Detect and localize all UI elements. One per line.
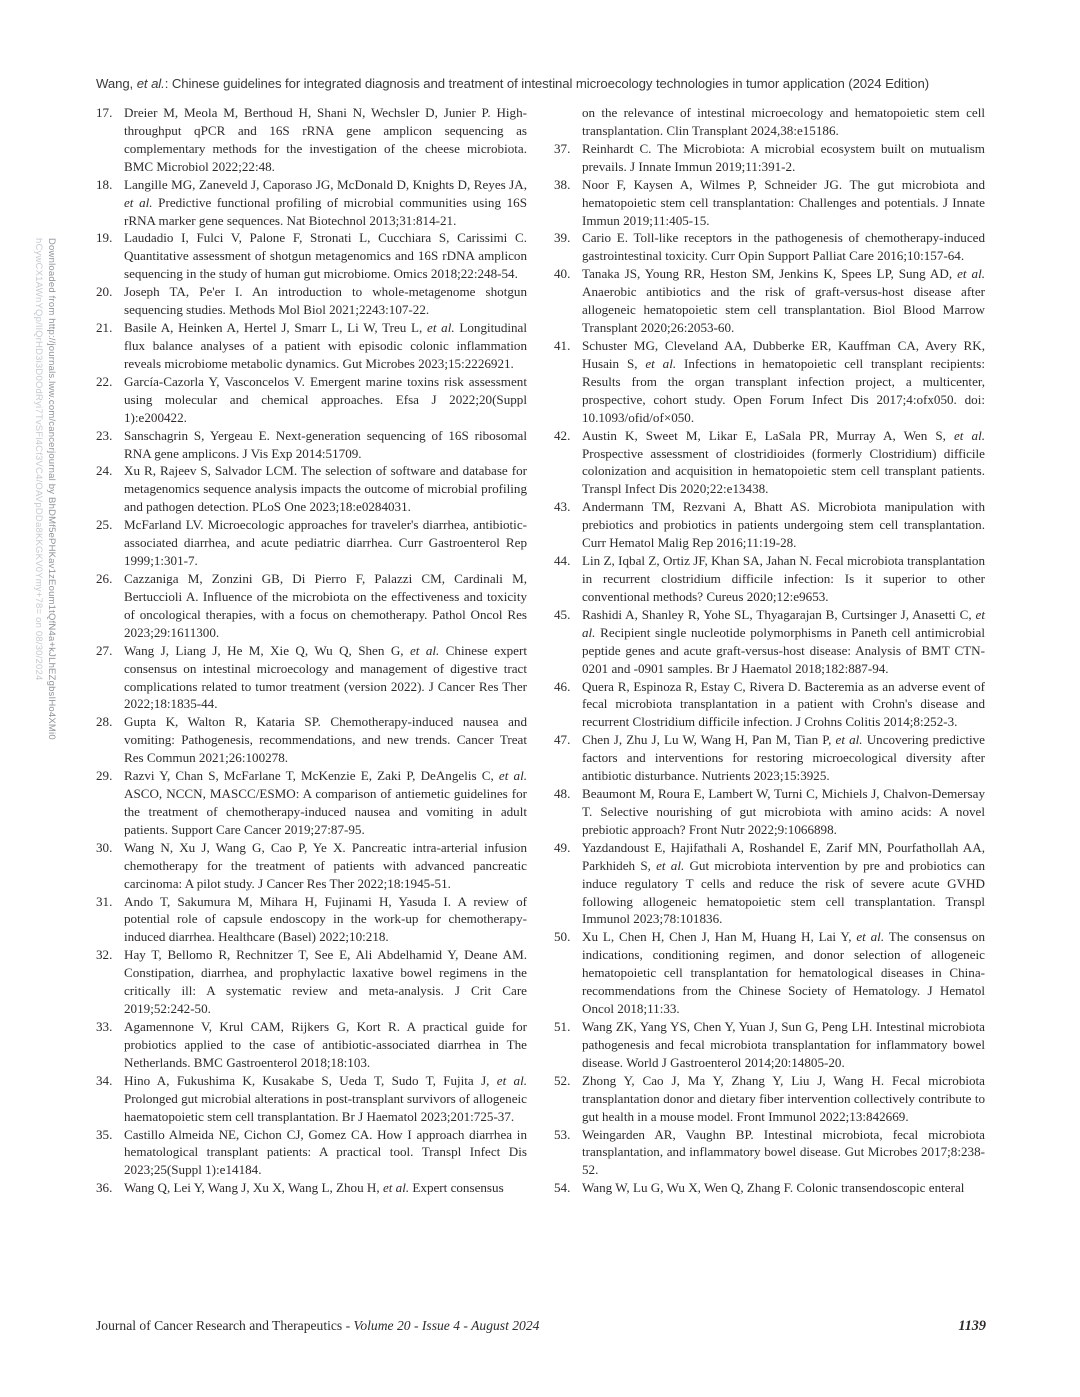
reference-item xyxy=(96,893,527,947)
reference-text: Hay T, Bellomo R, Rechnitzer T, See E, Ali Abdelhamid Y, Deane AM. Constipation, diarrhea, and prophylactic laxative bowel regimens in the critically ill: A systematic review and meta-analysis. J Crit Care 2019;52:242-50. xyxy=(124,947,527,1017)
reference-item xyxy=(96,642,527,714)
reference-text: Razvi Y, Chan S, McFarlane T, McKenzie E, Zaki P, DeAngelis C, et al. ASCO, NCCN, MASCC/ESMO: A comparison of antiemetic guidelines for the treatment of chemotherapy-induced nausea and vomiting in adult patients. Support Care Cancer 2019;27:87-95. xyxy=(124,768,527,837)
reference-number: 46. xyxy=(554,678,571,694)
reference-number: 44. xyxy=(554,553,571,569)
references-right-column xyxy=(554,104,985,1197)
reference-item xyxy=(96,1179,527,1197)
reference-item xyxy=(96,229,527,283)
reference-item xyxy=(96,104,527,176)
references-columns xyxy=(96,104,986,1197)
reference-item xyxy=(96,427,527,463)
reference-continuation: on the relevance of intestinal microecology and hematopoietic stem cell transplantation. Clin Transplant 2024,38:e15186. xyxy=(582,105,985,138)
reference-item xyxy=(96,283,527,319)
reference-text: Sanschagrin S, Yergeau E. Next-generation sequencing of 16S ribosomal RNA gene amplicons. J Vis Exp 2014:51709. xyxy=(124,427,527,461)
reference-number: 27. xyxy=(96,642,113,658)
reference-text: Wang J, Liang J, He M, Xie Q, Wu Q, Shen G, et al. Chinese expert consensus on intestinal microecology and management of digestive tract complications related to tumor treatment (version 2022). J Cancer Res Ther 2022;18:1835-44. xyxy=(124,642,527,712)
reference-text: Lin Z, Iqbal Z, Ortiz JF, Khan SA, Jahan N. Fecal microbiota transplantation in recurrent clostridium difficile infection: Is it superior to other conventional methods? Cureus 2020;12:e9653. xyxy=(582,553,985,604)
reference-text: Cario E. Toll-like receptors in the pathogenesis of chemotherapy-induced gastrointestinal toxicity. Curr Opin Support Palliat Care 2016;10:157-64. xyxy=(582,230,985,264)
reference-text: McFarland LV. Microecologic approaches for traveler's diarrhea, antibiotic-associated diarrhea, and acute pediatric diarrhea. Curr Gastroenterol Rep 1999;1:301-7. xyxy=(124,517,527,569)
reference-number: 48. xyxy=(554,786,571,802)
running-head-etal: et al. xyxy=(136,76,165,91)
reference-number: 22. xyxy=(96,373,113,389)
reference-text: Andermann TM, Rezvani A, Bhatt AS. Microbiota manipulation with prebiotics and probiotics in patients undergoing stem cell transplantation. Curr Hematol Malig Rep 2016;11:19-28. xyxy=(582,499,985,551)
reference-number: 18. xyxy=(96,176,113,192)
reference-item xyxy=(554,1018,985,1072)
reference-text: Joseph TA, Pe'er I. An introduction to whole-metagenome shotgun sequencing studies. Methods Mol Biol 2021;2243:107-22. xyxy=(124,284,527,318)
reference-number: 31. xyxy=(96,893,113,909)
reference-text: Tanaka JS, Young RR, Heston SM, Jenkins K, Spees LP, Sung AD, et al. Anaerobic antibiotics and the risk of graft-versus-host disease after allogeneic hematopoietic stem cell transplantation. Biol Blood Marrow Transplant 2020;26:2053-60. xyxy=(582,266,985,336)
reference-text: Yazdandoust E, Hajifathali A, Roshandel E, Zarif MN, Pourfathollah AA, Parkhideh S, et al. Gut microbiota intervention by pre and probiotics can induce regulatory T cells and reduce the risk of severe acute GVHD following allogeneic hematopoietic stem cell transplantation. Transpl Immunol 2023;78:101836. xyxy=(582,839,985,927)
reference-text: Austin K, Sweet M, Likar E, LaSala PR, Murray A, Wen S, et al. Prospective assessment of clostridioides (formerly Clostridium) difficile colonization and acquisition in hematopoietic stem cell transplant patients. Transpl Infect Dis 2020;22:e13438. xyxy=(582,427,985,497)
reference-number: 39. xyxy=(554,230,571,246)
reference-item xyxy=(96,1018,527,1072)
reference-number: 24. xyxy=(96,463,113,479)
reference-number: 33. xyxy=(96,1019,113,1035)
reference-text: Reinhardt C. The Microbiota: A microbial ecosystem built on mutualism prevails. J Innate Immun 2019;11:391-2. xyxy=(582,140,985,174)
reference-item xyxy=(554,498,985,552)
reference-item xyxy=(554,606,985,678)
reference-item xyxy=(554,839,985,929)
reference-text: Hino A, Fukushima K, Kusakabe S, Ueda T, Sudo T, Fujita J, et al. Prolonged gut microbial alterations in post-transplant survivors of allogeneic haematopoietic stem cell transplantation. Br J Haematol 2023;201:725-37. xyxy=(124,1072,527,1124)
reference-text: Quera R, Espinoza R, Estay C, Rivera D. Bacteremia as an adverse event of fecal microbiota transplantation in a patient with Crohn's disease and recurrent Clostridium difficile infection. J Crohns Colitis 2014;8:252-3. xyxy=(582,678,985,730)
reference-item xyxy=(554,140,985,176)
reference-text: Gupta K, Walton R, Kataria SP. Chemotherapy-induced nausea and vomiting: Pathogenesis, recommendations, and new trends. Cancer Treat Res Commun 2021;26:100278. xyxy=(124,714,527,766)
download-watermark xyxy=(32,238,58,878)
reference-item xyxy=(554,1126,985,1180)
reference-item xyxy=(554,265,985,337)
reference-item xyxy=(554,229,985,265)
reference-item xyxy=(96,1126,527,1180)
reference-text: Wang ZK, Yang YS, Chen Y, Yuan J, Sun G, Peng LH. Intestinal microbiota pathogenesis and fecal microbiota transplantation for inflammatory bowel disease. World J Gastroenterol 2014;20:14805-20. xyxy=(582,1019,985,1070)
reference-text: Ando T, Sakumura M, Mihara H, Fujinami H, Yasuda I. A review of potential role of capsule endoscopy in the work-up for chemotherapy-induced diarrhea. Healthcare (Basel) 2022;10:218. xyxy=(124,893,527,945)
reference-number: 32. xyxy=(96,947,113,963)
reference-number: 36. xyxy=(96,1180,113,1196)
reference-number: 40. xyxy=(554,266,571,282)
reference-number: 28. xyxy=(96,714,113,730)
reference-item xyxy=(554,785,985,839)
reference-text: Langille MG, Zaneveld J, Caporaso JG, McDonald D, Knights D, Reyes JA, et al. Predictive functional profiling of microbial communities using 16S rRNA marker gene sequences. Nat Biotechnol 2013;31:814-21. xyxy=(124,176,528,228)
reference-number: 19. xyxy=(96,230,113,246)
reference-item xyxy=(96,516,527,570)
reference-number: 41. xyxy=(554,337,571,353)
reference-text: Dreier M, Meola M, Berthoud H, Shani N, Wechsler D, Junier P. High-throughput qPCR and 16S rRNA gene amplicon sequencing as complementary methods for the investigation of the cheese microbiota. BMC Microbiol 2022;22:48. xyxy=(124,105,527,174)
footer-journal-name: Journal of Cancer Research and Therapeutics xyxy=(96,1318,343,1333)
reference-item xyxy=(96,319,527,373)
reference-number: 52. xyxy=(554,1072,571,1088)
reference-item xyxy=(554,552,985,606)
page-number: 1139 xyxy=(958,1318,986,1334)
reference-number: 53. xyxy=(554,1126,571,1142)
reference-number: 43. xyxy=(554,499,571,515)
reference-text: Chen J, Zhu J, Lu W, Wang H, Pan M, Tian P, et al. Uncovering predictive factors and interventions for restoring microecological diversity after antibiotic disturbance. Nutrients 2023;15:3925. xyxy=(582,732,985,784)
reference-item xyxy=(96,176,527,230)
reference-text: Zhong Y, Cao J, Ma Y, Zhang Y, Liu J, Wang H. Fecal microbiota transplantation donor and dietary fiber intervention collectively contribute to gut health in a mouse model. Front Immunol 2022;13:842669. xyxy=(582,1072,985,1124)
reference-item xyxy=(554,731,985,785)
reference-item xyxy=(554,337,985,427)
reference-item xyxy=(554,1072,985,1126)
reference-number: 37. xyxy=(554,140,571,156)
reference-number: 17. xyxy=(96,105,113,120)
reference-number: 38. xyxy=(554,176,571,192)
running-head-title: : Chinese guidelines for integrated diagnosis and treatment of intestinal microecology technologies in tumor application (2024 Edition) xyxy=(164,76,929,91)
footer-journal-line xyxy=(96,1318,539,1334)
watermark-line-2: hCywCX1AWnYQp/IlQrHD3i3D0OdRyi7TvSFl4Cf3VC4/OAVpDDa8KKGKV0Ymy+78= on 08/30/2024 xyxy=(33,238,44,681)
reference-item xyxy=(554,928,985,1018)
reference-number: 49. xyxy=(554,839,571,855)
reference-text: Agamennone V, Krul CAM, Rijkers G, Kort R. A practical guide for probiotics applied to the case of antibiotic-associated diarrhea in The Netherlands. BMC Gastroenterol 2018;18:103. xyxy=(124,1019,527,1070)
watermark-line-1: Downloaded from http://journals.lww.com/cancerjournal by BhDMf5ePHKav1zEoum1tQfN4a+kJLhEZgbsIHo4XMi0 xyxy=(46,238,57,740)
reference-text: Rashidi A, Shanley R, Yohe SL, Thyagarajan B, Curtsinger J, Anasetti C, et al. Recipient single nucleotide polymorphisms in Paneth cell antimicrobial peptide genes and acute graft-versus-host disease: Analysis of BMT CTN-0201 and -0901 samples. Br J Haematol 2018;182:887-94. xyxy=(582,606,985,676)
reference-item xyxy=(96,839,527,893)
reference-number: 54. xyxy=(554,1180,571,1196)
reference-text: Castillo Almeida NE, Cichon CJ, Gomez CA. How I approach diarrhea in hematological transplant patients: A practical tool. Transpl Infect Dis 2023;25(Suppl 1):e14184. xyxy=(124,1126,527,1178)
reference-text: Cazzaniga M, Zonzini GB, Di Pierro F, Palazzi CM, Cardinali M, Bertuccioli A. Influence of the microbiota on the effectiveness and toxicity of oncological therapies, with a focus on chemotherapy. Pathol Oncol Res 2023;29:1611300. xyxy=(124,570,527,640)
page-footer xyxy=(96,1318,986,1335)
reference-number: 25. xyxy=(96,517,113,533)
reference-item xyxy=(554,1179,985,1197)
reference-text: Wang N, Xu J, Wang G, Cao P, Ye X. Pancreatic intra-arterial infusion chemotherapy for the treatment of patients with advanced pancreatic carcinoma: A pilot study. J Cancer Res Ther 2022;18:1945-51. xyxy=(124,839,527,891)
reference-number: 21. xyxy=(96,320,113,336)
reference-number: 29. xyxy=(96,768,113,784)
reference-number: 47. xyxy=(554,732,571,748)
reference-number: 35. xyxy=(96,1126,113,1142)
reference-item xyxy=(96,767,527,839)
reference-text: Beaumont M, Roura E, Lambert W, Turni C, Michiels J, Chalvon-Demersay T. Selective nourishing of gut microbiota with amino acids: A novel prebiotic approach? Front Nutr 2022;9:1066898. xyxy=(582,786,985,837)
reference-text: Wang Q, Lei Y, Wang J, Xu X, Wang L, Zhou H, et al. Expert consensus xyxy=(124,1180,504,1196)
reference-number: 26. xyxy=(96,570,113,586)
footer-issue-info: - Volume 20 - Issue 4 - August 2024 xyxy=(342,1318,540,1333)
reference-item xyxy=(96,1072,527,1126)
reference-number: 34. xyxy=(96,1072,113,1088)
reference-text: Schuster MG, Cleveland AA, Dubberke ER, Kauffman CA, Avery RK, Husain S, et al. Infections in hematopoietic cell transplant recipients: Results from the organ transplant infection project, a multicenter, prospective, cohort study. Open Forum Infect Dis 2017;4:ofx050. doi: 10.1093/ofid/of×050. xyxy=(582,337,986,425)
reference-number: 20. xyxy=(96,284,113,300)
reference-text: Laudadio I, Fulci V, Palone F, Stronati L, Cucchiara S, Carissimi C. Quantitative assessment of shotgun metagenomics and 16S rDNA amplicon sequencing in the study of human gut microbiome. Omics 2018;22:248-54. xyxy=(124,230,527,282)
reference-number: 50. xyxy=(554,929,571,945)
reference-text: Wang W, Lu G, Wu X, Wen Q, Zhang F. Colonic transendoscopic enteral xyxy=(582,1180,965,1196)
reference-number: 51. xyxy=(554,1019,571,1035)
references-left-column xyxy=(96,104,527,1197)
reference-item xyxy=(96,373,527,427)
running-head-author: Wang, xyxy=(96,76,137,91)
reference-item xyxy=(554,678,985,732)
reference-item xyxy=(96,946,527,1018)
reference-item xyxy=(96,570,527,642)
reference-text: Xu L, Chen H, Chen J, Han M, Huang H, Lai Y, et al. The consensus on indications, conditioning regimen, and donor selection of allogeneic hematopoietic cell transplantation for hematological diseases in China-recommendations from the Chinese Society of Hematology. J Hematol Oncol 2018;11:33. xyxy=(582,929,985,1017)
running-head xyxy=(96,76,986,91)
reference-number: 45. xyxy=(554,606,571,622)
reference-item xyxy=(96,462,527,516)
reference-text: Xu R, Rajeev S, Salvador LCM. The selection of software and database for metagenomics sequence analysis impacts the outcome of microbial profiling and pathogen detection. PLoS One 2023;18:e0284031. xyxy=(124,463,527,515)
reference-number: 30. xyxy=(96,839,113,855)
reference-item xyxy=(96,713,527,767)
reference-item xyxy=(554,427,985,499)
reference-text: García-Cazorla Y, Vasconcelos V. Emergent marine toxins risk assessment using molecular and chemical approaches. Efsa J 2022;20(Suppl 1):e200422. xyxy=(124,373,527,425)
reference-number: 23. xyxy=(96,427,113,443)
reference-number: 42. xyxy=(554,427,571,443)
reference-item xyxy=(554,176,985,230)
reference-text: Noor F, Kaysen A, Wilmes P, Schneider JG. The gut microbiota and hematopoietic stem cell transplantation: Challenges and potentials. J Innate Immun 2019;11:405-15. xyxy=(582,176,985,228)
reference-text: Basile A, Heinken A, Hertel J, Smarr L, Li W, Treu L, et al. Longitudinal flux balance analyses of a patient with episodic colonic inflammation reveals microbiome metabolic dynamics. Gut Microbes 2023;15:2226921. xyxy=(124,320,528,371)
reference-text: Weingarden AR, Vaughn BP. Intestinal microbiota, fecal microbiota transplantation, and inflammatory bowel disease. Gut Microbes 2017;8:238-52. xyxy=(582,1126,985,1178)
